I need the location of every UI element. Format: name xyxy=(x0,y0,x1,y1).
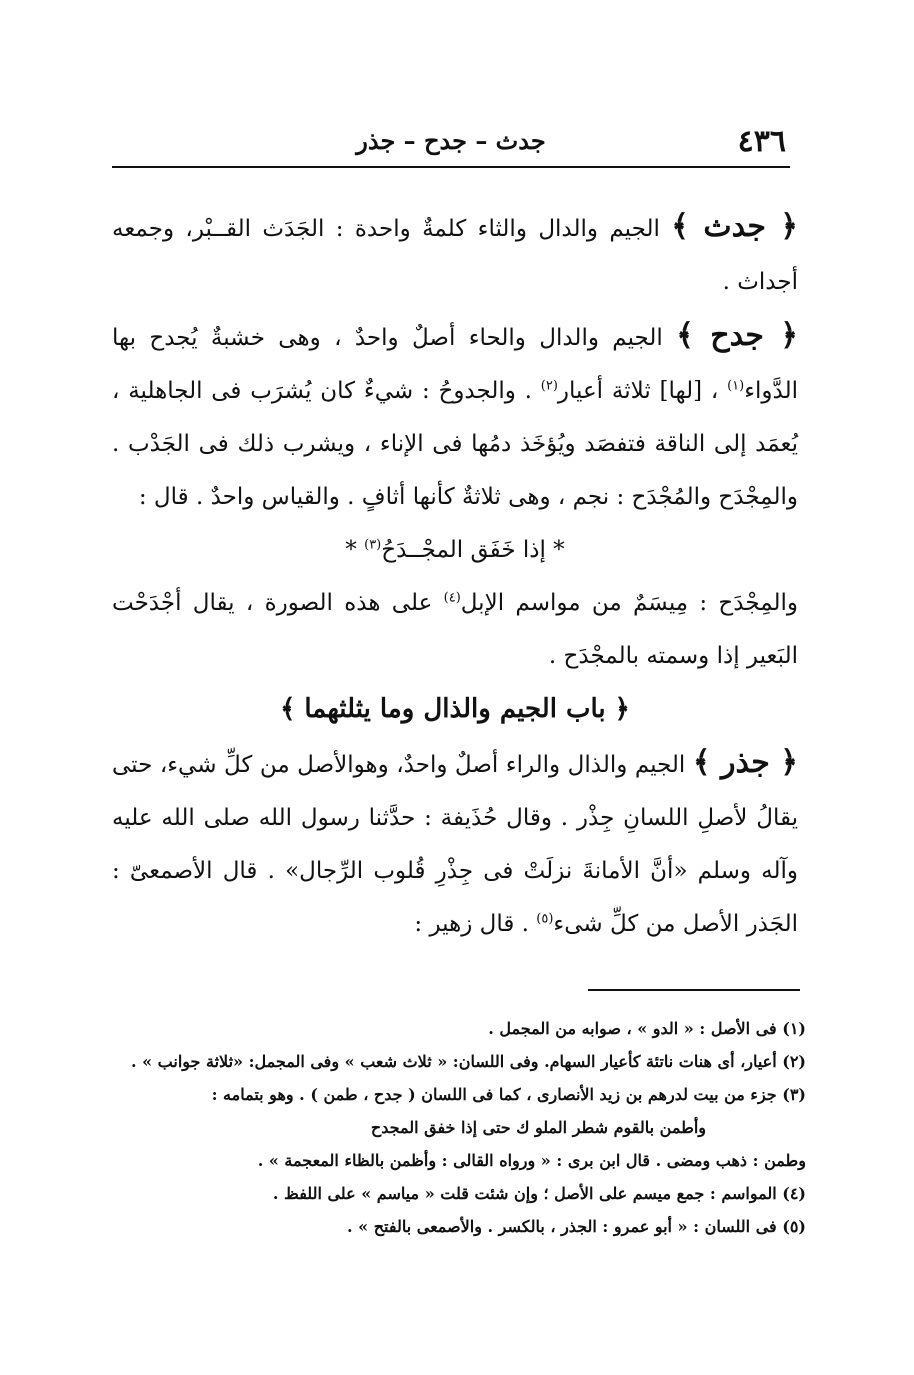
entry-text-jdth: الجيم والدال والثاء كلمةٌ واحدة : الجَدَث القــبْر، وجمعه أجداث . xyxy=(112,216,798,295)
footnote-1 xyxy=(112,1012,806,1045)
entry-text-jdhr-a: الجيم والذال والراء أصلٌ واحدٌ، وهوالأصل من كلِّ شيء، حتى يقالُ لأصلِ اللسانِ جِذْر . وقال حُذَيفة : حدَّثنا رسول الله صلى الله عليه وآله وسلم «أنَّ الأمانةَ نزلَتْ فى جِذْرِ قُلوب الرِّجال» . قال الأصمعىّ : الجَذر الأصل من كلِّ شىء xyxy=(112,752,798,937)
page-number: ٤٣٦ xyxy=(737,124,786,159)
footnotes xyxy=(112,1012,806,1243)
entry-text-jdh-b: ، [لها] ثلاثة أعيار xyxy=(557,378,719,404)
footnote-text: جزء من بيت لدرهم بن زيد الأنصارى ، كما فى اللسان ( جدح ، طمن ) . وهو بتمامه : xyxy=(211,1085,777,1104)
footnote-text: أعيار، أى هنات ناتئة كأعيار السهام. وفى اللسان: « ثلاث شعب » وفى المجمل: «ثلاثة جوانب » . xyxy=(130,1052,777,1071)
footnote-ref-4[interactable]: (٤) xyxy=(443,590,461,606)
footnote-number: (٤) xyxy=(782,1184,806,1203)
entry-text-mijdah-b: على هذه الصورة ، يقال أجْدَحْت البَعير إذا وسمته بالمجْدَح . xyxy=(112,590,798,669)
entry-text-jdh-a: الجيم والدال والحاء أصلٌ واحدٌ ، وهى خشبةٌ يُجدح بها الدَّواء xyxy=(112,325,799,404)
entry-heading-jdh: ﴿ جدح ﴾ xyxy=(676,318,799,353)
entry-jdhr xyxy=(112,736,798,951)
entry-mijdah xyxy=(112,577,798,683)
entry-heading-jdhr: ﴿ جذر ﴾ xyxy=(692,745,799,780)
footnote-3-verse xyxy=(112,1111,806,1144)
footnote-ref-2[interactable]: (٢) xyxy=(540,378,558,394)
footnote-text: وطمن : ذهب ومضى . قال ابن برى : « ورواه القالى : وأظمن بالظاء المعجمة » . xyxy=(257,1151,806,1170)
entry-text-jdhr-b: . قال زهير : xyxy=(414,911,529,937)
footnote-text: فى الأصل : « الدو » ، صوابه من المجمل . xyxy=(488,1019,777,1038)
footnote-text: المواسم : جمع ميسم على الأصل ؛ وإن شئت قلت « مياسم » على اللفظ . xyxy=(272,1184,777,1203)
footnote-3-cont xyxy=(112,1144,806,1177)
verse-text: * إذا خَفَق المجْــدَحُ xyxy=(381,537,565,563)
footnote-text: فى اللسان : « أبو عمرو : الجذر ، بالكسر . والأصمعى بالفتح » . xyxy=(347,1217,777,1236)
footnote-5 xyxy=(112,1210,806,1243)
entry-text-mijdah-a: والمِجْدَح : مِيسَمٌ من مواسم الإبل xyxy=(460,590,798,616)
verse-end-mark: * xyxy=(345,537,357,563)
running-header xyxy=(112,118,790,168)
entry-jdh xyxy=(112,309,798,524)
section-heading: ﴿ باب الجيم والذال وما يثلثهما ﴾ xyxy=(280,694,630,724)
footnote-text: وأطمن بالقوم شطر الملو ك حتى إذا خفق المجدح xyxy=(370,1118,706,1137)
footnote-number: (٣) xyxy=(782,1085,806,1104)
main-text xyxy=(112,200,798,951)
footnote-ref-5[interactable]: (٥) xyxy=(536,911,554,927)
header-title: جدث – جدح – جذر xyxy=(356,126,546,155)
entry-jdth xyxy=(112,200,798,309)
footnote-number: (٢) xyxy=(782,1052,806,1071)
footnote-ref-3[interactable]: (٣) xyxy=(364,537,382,553)
footnote-number: (٥) xyxy=(782,1217,806,1236)
footnote-ref-1[interactable]: (١) xyxy=(727,378,745,394)
verse-line xyxy=(112,524,798,577)
footnote-4 xyxy=(112,1177,806,1210)
footnote-number: (١) xyxy=(782,1019,806,1038)
entry-heading-jdth: ﴿ جدث ﴾ xyxy=(671,209,798,244)
entry-text-jdh-c: . والجدوحُ : شيءٌ كان يُشرَب فى الجاهلية ، يُعمَد إلى الناقة فتفصَد ويُؤخَذ دمُها فى الإناء ، ويشرب ذلك فى الجَدْب . والمِجْدَح والمُجْدَح : نجم ، وهى ثلاثةٌ كأنها أثافٍ . والقياس واحدٌ . قال : xyxy=(112,378,798,510)
footnote-3 xyxy=(112,1078,806,1111)
footnote-divider xyxy=(588,989,800,991)
footnote-2 xyxy=(112,1045,806,1078)
